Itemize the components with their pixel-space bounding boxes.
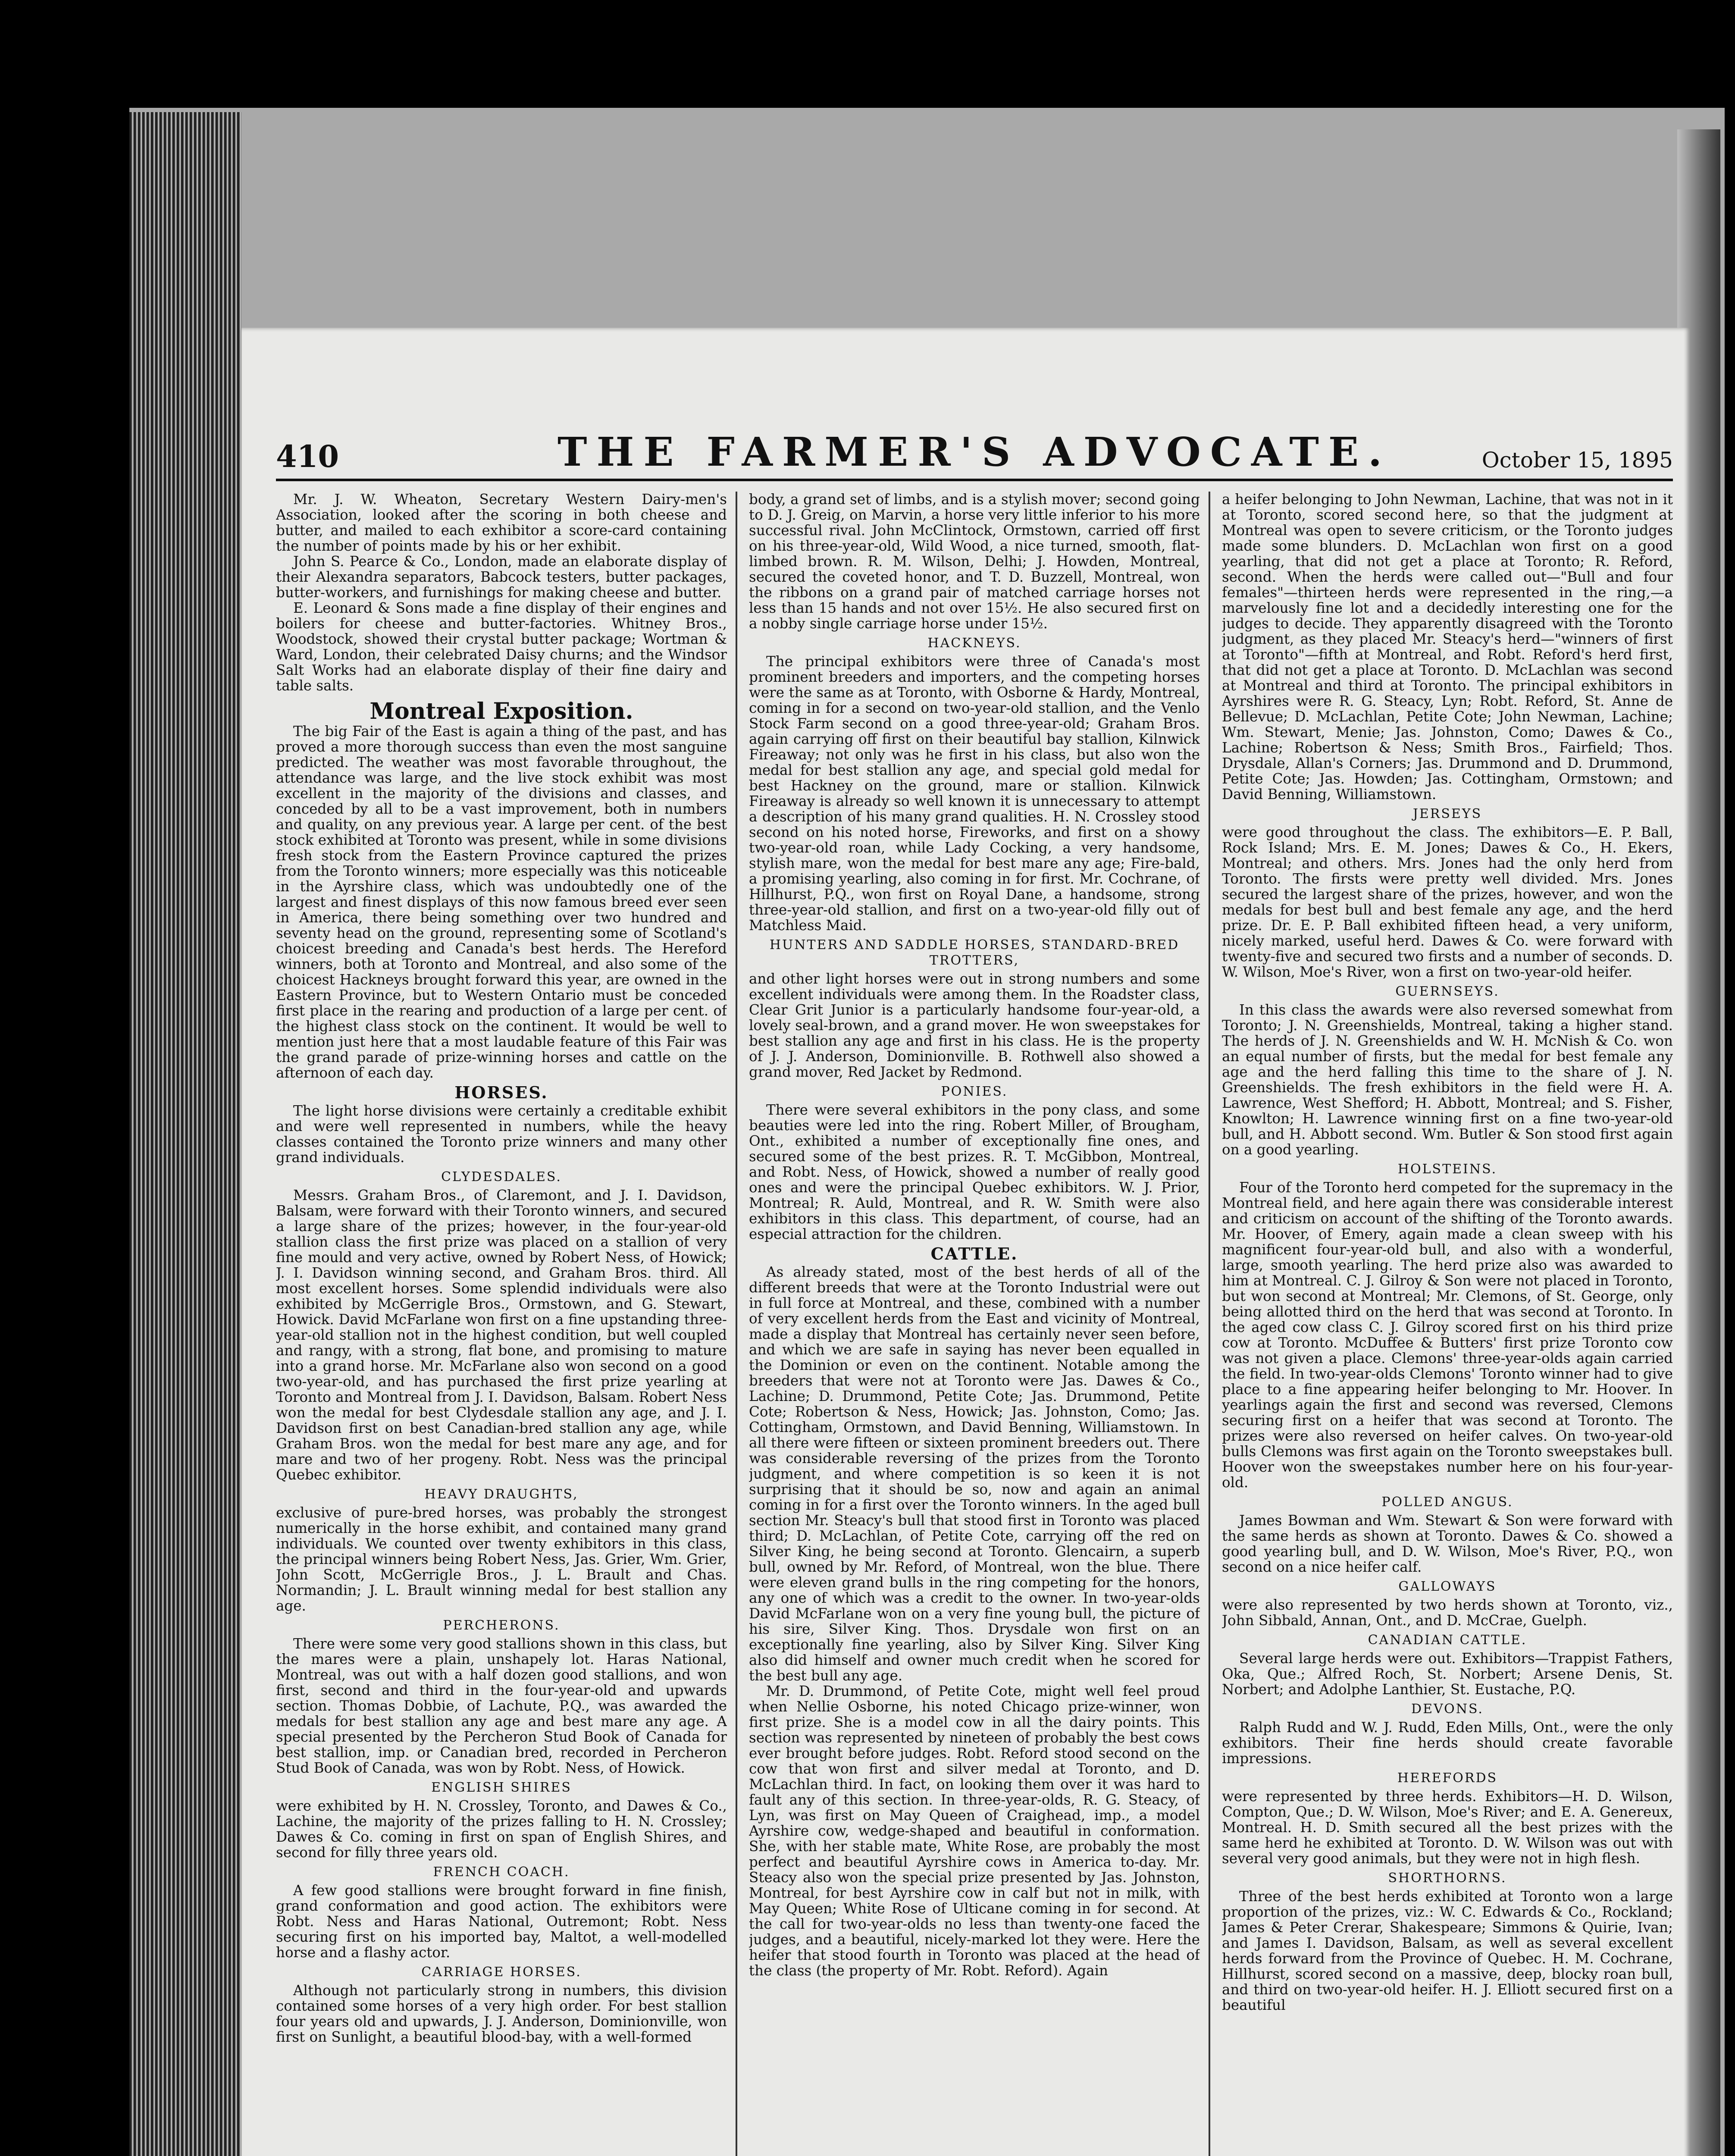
paragraph: Three of the best herds exhibited at Toronto won a large proportion of the prizes, viz.: W. C. Edwards & Co., Rockland; James & Peter Crerar, Shakespeare; Simmons & Quirie, Ivan; and James I. Davidson, Balsam, as well as several excellent herds forward from the Province of Quebec. H. M. Cochrane, Hillhurst, scored second on a massive, deep, blocky roan bull, and third on two-year-old heifer. H. J. Elliott secured first on a beautiful (1222, 1888, 1673, 2013)
subsection-heading: SHORTHORNS. (1388, 1871, 1507, 1886)
paragraph: were also represented by two herds shown at Toronto, viz., John Sibbald, Annan, Ont., and D. McCrae, Guelph. (1222, 1597, 1673, 1629)
column-rule (1209, 492, 1210, 2156)
column-2 (749, 492, 1200, 2156)
subsection-heading: PONIES. (941, 1084, 1008, 1099)
paragraph: body, a grand set of limbs, and is a stylish mover; second going to D. J. Greig, on Marvin, a horse very little inferior to his more successful rival. John McClintock, Ormstown, carried off first on his three-year-old, Wild Wood, a nice turned, smooth, flat-limbed brown. R. M. Wilson, Delhi; J. Howden, Montreal, secured the coveted honor, and T. D. Buzzell, Montreal, won the ribbons on a grand pair of matched carriage horses not less than 15 hands and not over 15½. He also secured first on a nobby single carriage horse under 15½. (749, 492, 1200, 632)
page-header (276, 431, 1673, 481)
subsection-heading: ENGLISH SHIRES (431, 1780, 572, 1795)
column-rule (736, 492, 737, 2156)
subsection-heading: GUERNSEYS. (1395, 984, 1500, 999)
subsection-heading: FRENCH COACH. (433, 1865, 570, 1880)
paragraph: Although not particularly strong in numbers, this division contained some horses of a very high order. For best stallion four years old and upwards, J. J. Anderson, Dominionville, won first on Sunlight, a beautiful blood-bay, with a well-formed (276, 1982, 727, 2045)
article-columns (276, 492, 1673, 2156)
paragraph: Mr. D. Drummond, of Petite Cote, might well feel proud when Nellie Osborne, his noted Chicago prize-winner, won first prize. She is a model cow in all the dairy points. This section was represented by nineteen of probably the best cows ever brought before judges. Robt. Reford stood second on the cow that won first and silver medal at Toronto, and D. McLachlan third. In fact, on looking them over it was hard to fault any of this section. In three-year-olds, R. G. Steacy, of Lyn, was first on May Queen of Craighead, imp., a model Ayrshire cow, wedge-shaped and beautiful in conformation. She, with her stable mate, White Rose, are probably the most perfect and beautiful Ayrshire cows in America to-day. Mr. Steacy also won the special prize presented by Jas. Johnston, Montreal, for best Ayrshire cow in calf but not in milk, with May Queen; White Rose of Ulticane coming in for second. At the call for two-year-olds no less than twenty-one faced the judges, and a beautiful, nicely-marked lot they were. Here the heifer that stood fourth in Toronto was placed at the head of the class (the property of Mr. Robt. Reford). Again (749, 1683, 1200, 1979)
subsection-heading: DEVONS. (1411, 1702, 1484, 1717)
paragraph: Ralph Rudd and W. J. Rudd, Eden Mills, Ont., were the only exhibitors. Their fine herds should create favorable impressions. (1222, 1719, 1673, 1767)
paragraph: exclusive of pure-bred horses, was probably the strongest numerically in the horse exhibit, and contained many grand individuals. We counted over twenty exhibitors in this class, the principal winners being Robert Ness, Jas. Grier, Wm. Grier, John Scott, McGerrigle Bros., J. L. Brault and Chas. Normandin; J. L. Brault winning medal for best stallion any age. (276, 1504, 727, 1614)
subsection-heading: CANADIAN CATTLE. (1368, 1633, 1527, 1648)
subsection-heading: CLYDESDALES. (441, 1169, 562, 1185)
paragraph: Messrs. Graham Bros., of Claremont, and J. I. Davidson, Balsam, were forward with their Toronto winners, and secured a large share of the prizes; however, in the four-year-old stallion class the first prize was placed on a stallion of very fine mould and very active, owned by Robert Ness, of Howick; J. I. Davidson winning second, and Graham Bros. third. All most excellent horses. Some splendid individuals were also exhibited by McGerrigle Bros., Ormstown, and G. Stewart, Howick. David McFarlane won first on a fine upstanding three-year-old stallion not in the highest condition, but well coupled and rangy, with a strong, flat bone, and promising to mature into a grand horse. Mr. McFarlane also won second on a good two-year-old, and has purchased the first prize yearling at Toronto and Montreal from J. I. Davidson, Balsam. Robert Ness won the medal for best Clydesdale stallion any age, and J. I. Davidson first on best Canadian-bred stallion any age, while Graham Bros. won the medal for best mare any age, and for mare and two of her progeny. Robt. Ness was the principal Quebec exhibitor. (276, 1187, 727, 1483)
subsection-heading: JERSEYS (1412, 806, 1482, 821)
article-heading: Montreal Exposition. (370, 698, 633, 724)
section-heading: CATTLE. (930, 1244, 1018, 1263)
paragraph: were exhibited by H. N. Crossley, Toronto, and Dawes & Co., Lachine, the majority of the prizes falling to H. N. Crossley; Dawes & Co. coming in first on span of English Shires, and second for filly three years old. (276, 1798, 727, 1861)
paragraph: Four of the Toronto herd competed for the supremacy in the Montreal field, and here again there was considerable interest and criticism on account of the shifting of the Toronto awards. Mr. Hoover, of Emery, again made a clean sweep with his magnificent four-year-old bull, and also with a wonderful, large, smooth yearling. The herd prize also was awarded to him at Montreal. C. J. Gilroy & Son were not placed in Toronto, but won second at Montreal; Mr. Clemons, of St. George, only being allotted third on the herd that was second at Toronto. In the aged cow class C. J. Gilroy scored first on his third prize cow at Toronto. McDuffee & Butters' first prize Toronto cow was not given a place. Clemons' three-year-olds again carried the field. In two-year-olds Clemons' Toronto winner had to give place to a fine appearing heifer belonging to Mr. Hoover. In yearlings again the first and second was reversed, Clemons securing first on a heifer that was second at Toronto. The prizes were also reversed on heifer calves. On two-year-old bulls Clemons was first again on the Toronto sweepstakes bull. Hoover won the sweepstakes number here on his four-year-old. (1222, 1179, 1673, 1491)
paragraph: John S. Pearce & Co., London, made an elaborate display of their Alexandra separators, Babcock testers, butter packages, butter-workers, and furnishings for making cheese and butter. (276, 553, 727, 601)
paragraph: In this class the awards were also reversed somewhat from Toronto; J. N. Greenshields, Montreal, taking a higher stand. The herds of J. N. Greenshields and W. H. McNish & Co. won an equal number of firsts, but the medal for best female any age and the herd falling this time to the share of J. N. Greenshields. The fresh exhibitors in the field were H. A. Lawrence, West Shefford; H. Abbott, Montreal; and S. Fisher, Knowlton; H. Lawrence winning first on a fine two-year-old bull, and H. Abbott second. Wm. Butler & Son stood first again on a good yearling. (1222, 1002, 1673, 1158)
book-page-edges (129, 112, 241, 2156)
page-number: 410 (276, 439, 339, 474)
subsection-heading: HOLSTEINS. (1397, 1162, 1497, 1177)
paragraph: E. Leonard & Sons made a fine display of their engines and boilers for cheese and butter-factories. Whitney Bros., Woodstock, showed their crystal butter package; Wortman & Ward, London, their celebrated Daisy churns; and the Windsor Salt Works had an elaborate display of their fine dairy and table salts. (276, 600, 727, 694)
column-3 (1222, 492, 1673, 2156)
subsection-heading: HEAVY DRAUGHTS, (424, 1487, 579, 1502)
subsection-heading: GALLOWAYS (1398, 1579, 1497, 1594)
newspaper-page (241, 328, 1690, 2156)
paragraph: The light horse divisions were certainly a creditable exhibit and were well represented in numbers, while the heavy classes contained the Toronto prize winners and many other grand individuals. (276, 1103, 727, 1166)
film-border-left (0, 0, 129, 2156)
subsection-heading: HUNTERS AND SADDLE HORSES, STANDARD-BRED TROTTERS, (769, 937, 1180, 968)
column-1 (276, 492, 727, 2156)
paragraph: were represented by three herds. Exhibitors—H. D. Wilson, Compton, Que.; D. W. Wilson, Moe's River; and E. A. Genereux, Montreal. H. D. Smith secured all the best prizes with the same herd he exhibited at Toronto. D. W. Wilson was out with several very good animals, but they were not in high flesh. (1222, 1788, 1673, 1867)
paragraph: A few good stallions were brought forward in fine finish, grand conformation and good action. The exhibitors were Robt. Ness and Haras National, Outremont; Robt. Ness securing first on his imported bay, Maltot, a well-modelled horse and a flashy actor. (276, 1882, 727, 1961)
paragraph: Several large herds were out. Exhibitors—Trappist Fathers, Oka, Que.; Alfred Roch, St. Norbert; Arsene Denis, St. Norbert; and Adolphe Lanthier, St. Eustache, P.Q. (1222, 1650, 1673, 1698)
paragraph: were good throughout the class. The exhibitors—E. P. Ball, Rock Island; Mrs. E. M. Jones; Dawes & Co., H. Ekers, Montreal; and others. Mrs. Jones had the only herd from Toronto. The firsts were pretty well divided. Mrs. Jones secured the largest share of the prizes, however, and won the medals for best bull and best female any age, and the herd prize. Dr. E. P. Ball exhibited fifteen head, a very uniform, nicely marked, useful herd. Dawes & Co. were forward with twenty-five and secured two firsts and a number of seconds. D. W. Wilson, Moe's River, won a first on two-year-old heifer. (1222, 824, 1673, 980)
paragraph: and other light horses were out in strong numbers and some excellent individuals were among them. In the Roadster class, Clear Grit Junior is a particularly handsome four-year-old, a lovely seal-brown, and a grand mover. He won sweepstakes for best stallion any age and first in his class. He is the property of J. J. Anderson, Dominionville. B. Rothwell also showed a grand mover, Red Jacket by Redmond. (749, 971, 1200, 1080)
paragraph: Mr. J. W. Wheaton, Secretary Western Dairy-men's Association, looked after the scoring in both cheese and butter, and mailed to each exhibitor a score-card containing the number of points made by his or her exhibit. (276, 492, 727, 554)
paragraph: There were some very good stallions shown in this class, but the mares were a plain, unshapely lot. Haras National, Montreal, was out with a half dozen good stallions, and won first, second and third in the four-year-old and upwards section. Thomas Dobbie, of Lachute, P.Q., was awarded the medals for best stallion any age and best mare any age. A special presented by the Percheron Stud Book of Canada for best stallion, imp. or Canadian bred, recorded in Percheron Stud Book of Canada, was won by Robt. Ness, of Howick. (276, 1636, 727, 1776)
subsection-heading: POLLED ANGUS. (1381, 1495, 1513, 1510)
subsection-heading: CARRIAGE HORSES. (421, 1965, 582, 1980)
publication-title: THE FARMER'S ADVOCATE. (557, 429, 1391, 475)
paragraph: a heifer belonging to John Newman, Lachine, that was not in it at Toronto, scored second here, so that the judgment at Montreal was open to severe criticism, or the Toronto judges made some blunders. D. McLachlan won first on a good yearling, that did not get a place at Toronto; R. Reford, second. When the herds were called out—"Bull and four females"—thirteen herds were represented in the ring,—a marvelously fine lot and a decidedly interesting one for the judges to decide. They apparently disagreed with the Toronto judgment, as they placed Mr. Steacy's herd—"winners of first at Toronto"—fifth at Montreal, and Robt. Reford's herd first, that did not get a place at Toronto. D. McLachlan was second at Montreal and third at Toronto. The principal exhibitors in Ayrshires were R. G. Steacy, Lyn; Robt. Reford, St. Anne de Bellevue; D. McLachlan, Petite Cote; John Newman, Lachine; Wm. Stewart, Menie; Jas. Johnston, Como; Dawes & Co., Lachine; Robertson & Ness; Smith Bros., Fairfield; Thos. Drysdale, Allan's Corners; Jas. Drummond and D. Drummond, Petite Cote; Jas. Howden; Jas. Cottingham, Ormstown; and David Benning, Williamstown. (1222, 492, 1673, 802)
subsection-heading: PERCHERONS. (443, 1618, 560, 1633)
subsection-heading: HACKNEYS. (927, 636, 1021, 651)
issue-date: October 15, 1895 (1481, 448, 1673, 473)
paragraph: James Bowman and Wm. Stewart & Son were forward with the same herds as shown at Toronto. Dawes & Co. showed a good yearling bull, and D. W. Wilson, Moe's River, P.Q., won second on a nice heifer calf. (1222, 1512, 1673, 1575)
paragraph: As already stated, most of the best herds of all of the different breeds that were at the Toronto Industrial were out in full force at Montreal, and these, combined with a number of very excellent herds from the East and vicinity of Montreal, made a display that Montreal has certainly never seen before, and which we are safe in saying has never been equalled in the Dominion or even on the continent. Notable among the breeders that were not at Toronto were Jas. Dawes & Co., Lachine; D. Drummond, Petite Cote; Jas. Drummond, Petite Cote; Robertson & Ness, Howick; Jas. Johnston, Como; Jas. Cottingham, Ormstown, and David Benning, Williamstown. In all there were fifteen or sixteen prominent breeders out. There was considerable reversing of the prizes from the Toronto judgment, and where competition is so keen it is not surprising that it should be so, now and again an animal coming in for a first over the Toronto winners. In the aged bull section Mr. Steacy's bull that stood first in Toronto was placed third; D. McLachlan, of Petite Cote, carrying off the red on Silver King, he being second at Toronto. Glencairn, a superb bull, owned by Mr. Reford, of Montreal, won the blue. There were eleven grand bulls in the ring competing for the honors, any one of which was a credit to the owner. In two-year-olds David McFarlane won on a very fine young bull, the picture of his sire, Silver King. Thos. Drysdale won first on an exceptionally fine yearling, also by Silver King. Silver King also did himself and owner much credit when he scored for the best bull any age. (749, 1264, 1200, 1684)
section-heading: HORSES. (454, 1083, 548, 1102)
film-border-top (0, 0, 1735, 112)
paragraph: The principal exhibitors were three of Canada's most prominent breeders and importers, and the competing horses were the same as at Toronto, with Osborne & Hardy, Montreal, coming in for a second on two-year-old stallion, and the Venlo Stock Farm second on a good three-year-old; Graham Bros. again carrying off first on their beautiful bay stallion, Kilnwick Fireaway; not only was he first in his class, but also won the medal for best stallion any age, and special gold medal for best Hackney on the ground, mare or stallion. Kilnwick Fireaway is already so well known it is unnecessary to attempt a description of his many grand qualities. H. N. Crossley stood second on his noted horse, Fireworks, and first on a showy two-year-old roan, while Lady Cocking, a very handsome, stylish mare, won the medal for best mare any age; Fire-bald, a promising yearling, also coming in for first. Mr. Cochrane, of Hillhurst, P.Q., won first on Royal Dane, a handsome, strong three-year-old stallion, and first on a two-year-old filly out of Matchless Maid. (749, 653, 1200, 934)
subsection-heading: HEREFORDS (1397, 1771, 1498, 1786)
paragraph: The big Fair of the East is again a thing of the past, and has proved a more thorough success than even the most sanguine predicted. The weather was most favorable throughout, the attendance was large, and the live stock exhibit was most excellent in the majority of the divisions and classes, and conceded by all to be a vast improvement, both in numbers and quality, on any previous year. A large per cent. of the best stock exhibited at Toronto was present, while in some divisions fresh stock from the Eastern Province captured the prizes from the Toronto winners; more especially was this noticeable in the Ayrshire class, which was undoubtedly one of the largest and finest displays of this now famous breed ever seen in America, there being something over two hundred and seventy head on the ground, representing some of Scotland's choicest breeding and Canada's best herds. The Hereford winners, both at Toronto and Montreal, and also some of the choicest Hackneys brought forward this year, are owned in the Eastern Province, but to Western Ontario must be conceded first place in the rearing and production of a large per cent. of the highest class stock on the continent. It would be well to mention just here that a most laudable feature of this Fair was the grand parade of prize-winning horses and cattle on the afternoon of each day. (276, 723, 727, 1081)
paragraph: There were several exhibitors in the pony class, and some beauties were led into the ring. Robert Miller, of Brougham, Ont., exhibited a number of exceptionally fine ones, and secured some of the best prizes. R. T. McGibbon, Montreal, and Robt. Ness, of Howick, showed a number of really good ones and were the principal Quebec exhibitors. W. J. Prior, Montreal; R. Auld, Montreal, and R. W. Smith were also exhibitors in this class. This department, of course, had an especial attraction for the children. (749, 1102, 1200, 1242)
